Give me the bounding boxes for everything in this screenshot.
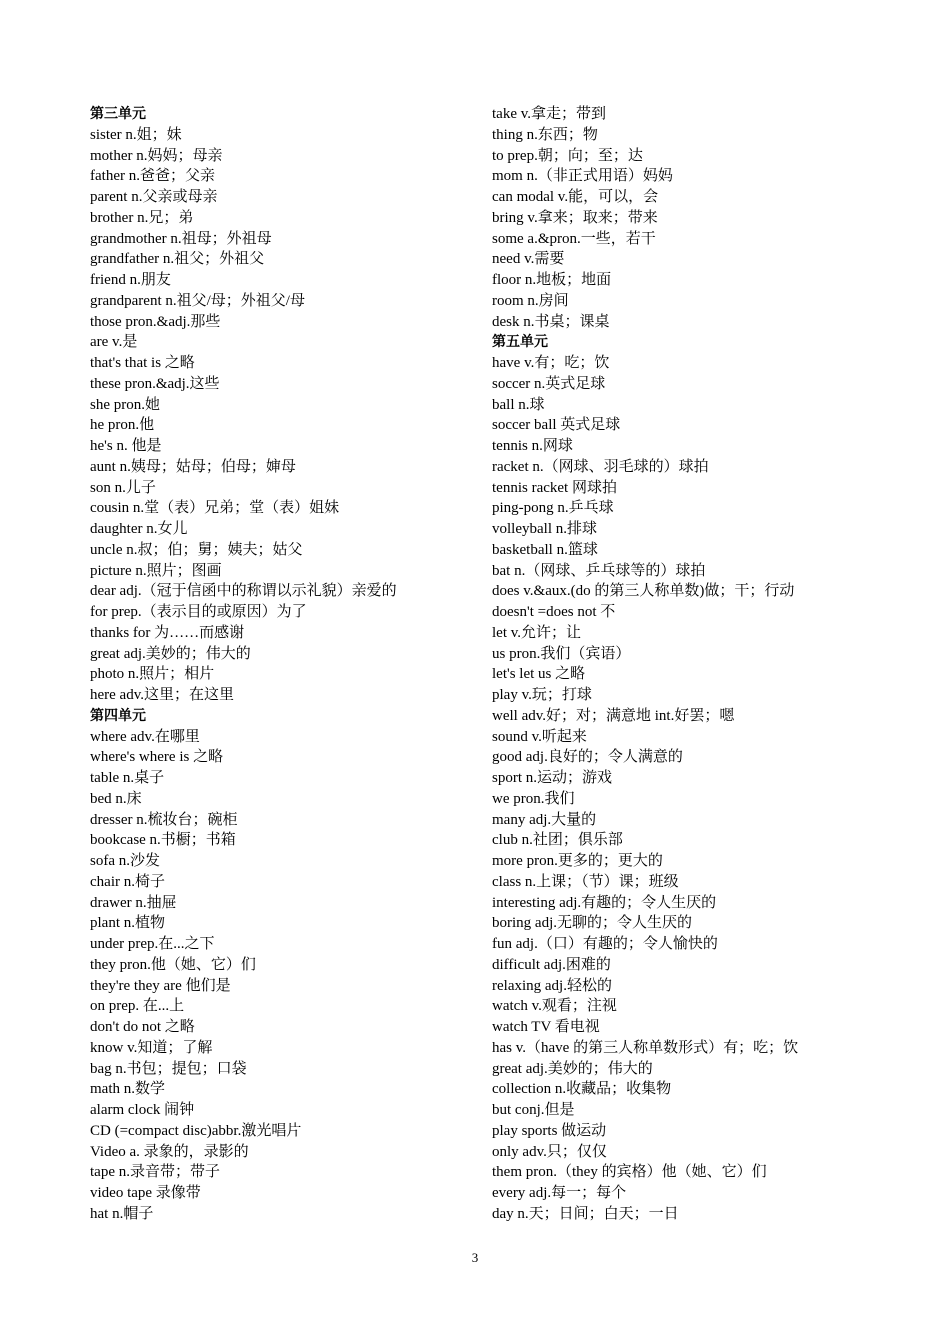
vocab-entry: to prep.朝；向；至；达 [492, 147, 643, 164]
vocab-entry: great adj.美妙的；伟大的 [90, 645, 251, 662]
vocab-entry: aunt n.姨母；姑母；伯母；婶母 [90, 458, 296, 475]
vocab-entry: uncle n.叔；伯；舅；姨夫；姑父 [90, 541, 303, 558]
vocab-entry: alarm clock 闹钟 [90, 1102, 195, 1118]
vocab-entry: table n.桌子 [90, 770, 165, 786]
vocab-entry: she pron.她 [90, 396, 160, 413]
vocab-entry: father n.爸爸；父亲 [90, 168, 215, 185]
unit-heading: 第三单元 [90, 106, 146, 122]
vocab-entry: some a.&pron.一些，若干 [492, 230, 656, 247]
vocab-entry: soccer ball 英式足球 [492, 417, 621, 434]
vocab-entry: let v.允许；让 [492, 624, 582, 641]
vocab-entry: they pron.他（她、它）们 [90, 956, 256, 973]
vocab-entry: bed n.床 [90, 790, 142, 807]
vocab-entry: let's let us 之略 [492, 666, 586, 683]
vocab-entry: cousin n.堂（表）兄弟；堂（表）姐妹 [90, 500, 340, 517]
vocab-entry: us pron.我们（宾语） [492, 645, 631, 662]
vocab-entry: boring adj.无聊的；令人生厌的 [492, 915, 692, 932]
vocab-entry: CD (=compact disc)abbr.激光唱片 [90, 1122, 302, 1139]
vocab-entry: where adv.在哪里 [90, 728, 200, 745]
vocab-entry: tennis n.网球 [492, 438, 573, 454]
vocab-entry: many adj.大量的 [492, 811, 597, 828]
vocab-entry: need v.需要 [492, 251, 565, 268]
vocab-entry: tape n.录音带；带子 [90, 1164, 220, 1181]
unit-heading: 第五单元 [492, 334, 548, 351]
vocab-entry: watch TV 看电视 [492, 1019, 600, 1035]
vocab-entry: picture n.照片；图画 [90, 562, 222, 579]
vocab-entry: mom n.（非正式用语）妈妈 [492, 168, 673, 185]
vocab-entry: class n.上课；（节）课；班级 [492, 873, 679, 890]
unit-heading: 第四单元 [90, 707, 146, 724]
vocab-entry: great adj.美妙的；伟大的 [492, 1060, 653, 1077]
vocab-entry: thanks for 为……而感谢 [90, 624, 245, 641]
vocab-entry: math n.数学 [90, 1081, 165, 1098]
vocab-entry: play v.玩；打球 [492, 687, 592, 703]
vocab-entry: grandparent n.祖父/母；外祖父/母 [90, 292, 305, 309]
vocab-entry: dear adj.（冠于信函中的称谓以示礼貌）亲爱的 [90, 583, 397, 600]
vocab-entry: know v.知道；了解 [90, 1039, 213, 1056]
vocab-entry: but conj.但是 [492, 1102, 575, 1118]
vocab-entry: here adv.这里；在这里 [90, 687, 234, 703]
vocab-entry: have v.有；吃；饮 [492, 355, 610, 371]
vocab-entry: play sports 做运动 [492, 1122, 607, 1139]
vocab-entry: for prep.（表示目的或原因）为了 [90, 604, 307, 620]
vocab-entry: bring v.拿来；取来；带来 [492, 209, 658, 226]
vocab-entry: on prep. 在...上 [90, 998, 185, 1015]
vocab-entry: relaxing adj.轻松的 [492, 977, 612, 994]
vocab-entry: we pron.我们 [492, 790, 575, 807]
vocab-entry: those pron.&adj.那些 [90, 313, 221, 330]
vocab-entry: ping-pong n.乒乓球 [492, 500, 614, 517]
vocab-entry: doesn't =does not 不 [492, 604, 616, 620]
vocab-entry: don't do not 之略 [90, 1019, 195, 1035]
vocab-entry: them pron.（they 的宾格）他（她、它）们 [492, 1164, 767, 1181]
vocab-entry: bat n.（网球、乒乓球等的）球拍 [492, 562, 706, 579]
vocab-entry: can modal v.能，可以，会 [492, 189, 659, 205]
vocab-entry: thing n.东西；物 [492, 126, 598, 143]
vocab-entry: fun adj.（口）有趣的；令人愉快的 [492, 936, 718, 952]
vocab-entry: mother n.妈妈；母亲 [90, 147, 223, 164]
vocab-entry: these pron.&adj.这些 [90, 375, 220, 392]
vocab-entry: racket n.（网球、羽毛球的）球拍 [492, 458, 709, 475]
vocab-entry: good adj.良好的；令人满意的 [492, 749, 683, 766]
vocab-entry: he pron.他 [90, 417, 155, 434]
vocab-entry: floor n.地板；地面 [492, 272, 612, 288]
vocab-entry: ball n.球 [492, 396, 545, 413]
vocab-entry: under prep.在...之下 [90, 936, 215, 952]
vocab-entry: has v.（have 的第三人称单数形式）有；吃；饮 [492, 1039, 799, 1056]
vocab-entry: bookcase n.书橱；书箱 [90, 832, 236, 849]
vocab-entry: photo n.照片；相片 [90, 666, 215, 683]
vocab-entry: he's n. 他是 [90, 438, 162, 454]
vocab-entry: sport n.运动；游戏 [492, 770, 613, 786]
vocab-entry: soccer n.英式足球 [492, 375, 606, 392]
vocab-entry: does v.&aux.(do 的第三人称单数)做；干；行动 [492, 583, 795, 600]
vocab-entry: volleyball n.排球 [492, 521, 597, 537]
vocab-entry: grandfather n.祖父；外祖父 [90, 251, 265, 268]
vocab-entry: take v.拿走；带到 [492, 106, 607, 122]
vocab-entry: watch v.观看；注视 [492, 998, 617, 1015]
vocab-entry: basketball n.篮球 [492, 541, 598, 558]
vocab-entry: are v.是 [90, 334, 138, 351]
vocab-entry: club n.社团；俱乐部 [492, 832, 623, 849]
vocab-entry: difficult adj.困难的 [492, 956, 611, 973]
vocab-entry: chair n.椅子 [90, 873, 165, 890]
vocab-entry: sofa n.沙发 [90, 853, 160, 869]
vocab-entry: video tape 录像带 [90, 1185, 201, 1201]
vocab-entry: that's that is 之略 [90, 355, 195, 371]
vocab-entry: sister n.姐；妹 [90, 126, 182, 143]
vocab-entry: hat n.帽子 [90, 1205, 154, 1222]
vocab-entry: brother n.兄；弟 [90, 209, 194, 226]
vocab-entry: daughter n.女儿 [90, 521, 188, 537]
vocab-entry: where's where is 之略 [90, 749, 224, 766]
vocab-entry: every adj.每一；每个 [492, 1185, 627, 1201]
vocab-entry: tennis racket 网球拍 [492, 479, 617, 496]
vocab-entry: parent n.父亲或母亲 [90, 189, 218, 205]
vocab-entry: friend n.朋友 [90, 272, 171, 288]
vocab-entry: interesting adj.有趣的；令人生厌的 [492, 894, 717, 911]
vocab-entry: sound v.听起来 [492, 728, 587, 745]
right-column [492, 104, 932, 1225]
vocab-entry: they're they are 他们是 [90, 977, 231, 994]
vocab-entry: only adv.只；仅仅 [492, 1143, 607, 1160]
page-number: 3 [471, 1250, 479, 1265]
vocab-entry: day n.天；日间；白天；一日 [492, 1205, 679, 1222]
vocab-entry: more pron.更多的；更大的 [492, 853, 663, 869]
vocab-entry: son n.儿子 [90, 479, 156, 496]
vocab-entry: desk n.书桌；课桌 [492, 313, 610, 330]
vocab-entry: Video a. 录象的，录影的 [90, 1143, 249, 1160]
left-column [90, 104, 470, 1225]
vocab-entry: plant n.植物 [90, 915, 165, 932]
vocab-entry: dresser n.梳妆台；碗柜 [90, 811, 238, 828]
vocab-entry: well adv.好；对；满意地 int.好罢；嗯 [492, 707, 735, 724]
vocab-entry: drawer n.抽屉 [90, 894, 177, 911]
vocab-entry: collection n.收藏品；收集物 [492, 1081, 672, 1098]
vocab-entry: grandmother n.祖母；外祖母 [90, 230, 272, 247]
vocab-entry: room n.房间 [492, 292, 569, 309]
vocab-entry: bag n.书包；提包；口袋 [90, 1060, 247, 1077]
